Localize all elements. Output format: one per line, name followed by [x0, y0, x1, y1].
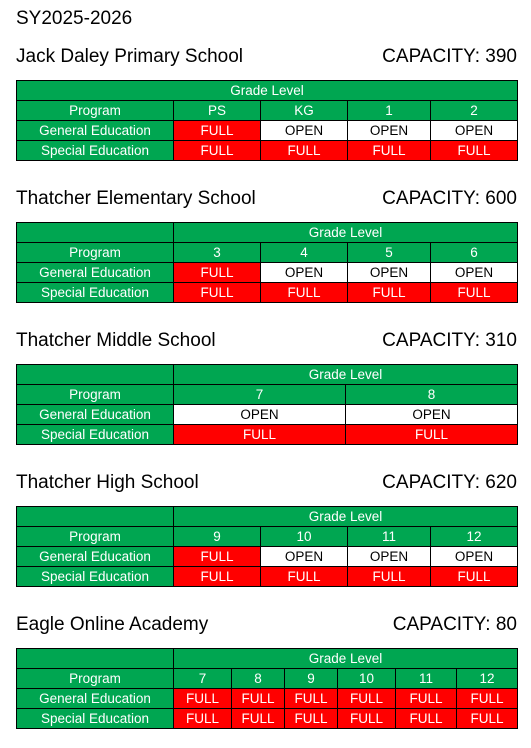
status-cell: FULL	[396, 689, 457, 709]
status-cell: FULL	[338, 709, 396, 729]
school-capacity: CAPACITY: 310	[382, 330, 517, 351]
table-row	[17, 649, 518, 669]
status-cell: FULL	[174, 547, 261, 567]
status-cell: FULL	[174, 263, 261, 283]
grade-header: 11	[396, 669, 457, 689]
table-row	[17, 425, 518, 445]
status-cell: OPEN	[174, 405, 346, 425]
special-education-label: Special Education	[17, 141, 174, 161]
grade-header: 1	[348, 101, 431, 121]
status-cell: FULL	[261, 567, 348, 587]
status-cell: FULL	[174, 689, 232, 709]
grade-header: 7	[174, 385, 346, 405]
header-blank-cell	[17, 223, 174, 243]
table-row	[17, 263, 518, 283]
status-cell: OPEN	[261, 547, 348, 567]
grade-header: PS	[174, 101, 261, 121]
school-header	[0, 471, 531, 497]
status-cell: FULL	[174, 283, 261, 303]
status-cell: OPEN	[348, 547, 431, 567]
status-cell: FULL	[346, 425, 518, 445]
enrollment-table	[16, 648, 518, 729]
grade-header: 9	[285, 669, 338, 689]
special-education-label: Special Education	[17, 425, 174, 445]
table-row	[17, 365, 518, 385]
status-cell: FULL	[285, 709, 338, 729]
status-cell: FULL	[431, 283, 518, 303]
general-education-label: General Education	[17, 263, 174, 283]
table-row	[17, 405, 518, 425]
table-row	[17, 243, 518, 263]
grade-header: 5	[348, 243, 431, 263]
general-education-label: General Education	[17, 405, 174, 425]
grade-header: 8	[346, 385, 518, 405]
grade-level-header: Grade Level	[17, 81, 518, 101]
status-cell: FULL	[348, 141, 431, 161]
status-cell: OPEN	[431, 547, 518, 567]
grade-header: KG	[261, 101, 348, 121]
status-cell: FULL	[457, 689, 518, 709]
school-header	[0, 187, 531, 213]
status-cell: FULL	[457, 709, 518, 729]
status-cell: OPEN	[431, 121, 518, 141]
program-header: Program	[17, 385, 174, 405]
status-cell: FULL	[431, 567, 518, 587]
school-capacity: CAPACITY: 600	[382, 188, 517, 209]
status-cell: FULL	[232, 689, 285, 709]
header-blank-cell	[17, 649, 174, 669]
school-name: Jack Daley Primary School	[16, 46, 244, 67]
enrollment-table	[16, 506, 518, 587]
grade-level-header: Grade Level	[174, 649, 518, 669]
program-header: Program	[17, 669, 174, 689]
general-education-label: General Education	[17, 689, 174, 709]
status-cell: FULL	[338, 689, 396, 709]
program-header: Program	[17, 527, 174, 547]
school-year-title: SY2025-2026	[16, 8, 133, 29]
grade-header: 10	[261, 527, 348, 547]
grade-header: 6	[431, 243, 518, 263]
status-cell: OPEN	[261, 263, 348, 283]
grade-header: 11	[348, 527, 431, 547]
table-row	[17, 547, 518, 567]
grade-header: 8	[232, 669, 285, 689]
enrollment-table	[16, 80, 518, 161]
status-cell: FULL	[174, 425, 346, 445]
grade-level-header: Grade Level	[174, 223, 518, 243]
school-capacity: CAPACITY: 620	[382, 472, 517, 493]
status-cell: OPEN	[431, 263, 518, 283]
status-cell: FULL	[174, 141, 261, 161]
enrollment-table	[16, 222, 518, 303]
school-name: Thatcher Elementary School	[16, 188, 256, 209]
status-cell: FULL	[261, 141, 348, 161]
school-header	[0, 329, 531, 355]
status-cell: FULL	[348, 567, 431, 587]
grade-header: 12	[431, 527, 518, 547]
school-header	[0, 45, 531, 71]
school-section	[0, 613, 531, 726]
general-education-label: General Education	[17, 121, 174, 141]
school-name: Thatcher High School	[16, 472, 199, 493]
enrollment-table	[16, 364, 518, 445]
table-row	[17, 669, 518, 689]
school-name: Eagle Online Academy	[16, 614, 209, 635]
table-row	[17, 101, 518, 121]
grade-level-header: Grade Level	[174, 507, 518, 527]
status-cell: FULL	[285, 689, 338, 709]
status-cell: OPEN	[261, 121, 348, 141]
header-blank-cell	[17, 507, 174, 527]
status-cell: OPEN	[346, 405, 518, 425]
status-cell: FULL	[431, 141, 518, 161]
table-row	[17, 689, 518, 709]
special-education-label: Special Education	[17, 567, 174, 587]
table-row	[17, 81, 518, 101]
status-cell: FULL	[232, 709, 285, 729]
table-row	[17, 385, 518, 405]
grade-header: 12	[457, 669, 518, 689]
table-row	[17, 141, 518, 161]
school-capacity: CAPACITY: 80	[392, 614, 517, 635]
grade-header: 7	[174, 669, 232, 689]
special-education-label: Special Education	[17, 709, 174, 729]
school-header	[0, 613, 531, 639]
table-row	[17, 223, 518, 243]
program-header: Program	[17, 101, 174, 121]
school-section	[0, 471, 531, 584]
grade-header: 3	[174, 243, 261, 263]
school-capacity: CAPACITY: 390	[382, 46, 517, 67]
status-cell: FULL	[348, 283, 431, 303]
grade-header: 10	[338, 669, 396, 689]
table-row	[17, 283, 518, 303]
school-name: Thatcher Middle School	[16, 330, 216, 351]
table-row	[17, 709, 518, 729]
status-cell: FULL	[174, 709, 232, 729]
grade-level-header: Grade Level	[174, 365, 518, 385]
status-cell: OPEN	[348, 121, 431, 141]
program-header: Program	[17, 243, 174, 263]
table-row	[17, 121, 518, 141]
school-section	[0, 329, 531, 442]
status-cell: FULL	[261, 283, 348, 303]
grade-header: 4	[261, 243, 348, 263]
special-education-label: Special Education	[17, 283, 174, 303]
header-blank-cell	[17, 365, 174, 385]
status-cell: FULL	[174, 567, 261, 587]
grade-header: 2	[431, 101, 518, 121]
table-row	[17, 527, 518, 547]
school-section	[0, 187, 531, 300]
table-row	[17, 567, 518, 587]
school-section	[0, 45, 531, 158]
general-education-label: General Education	[17, 547, 174, 567]
status-cell: FULL	[174, 121, 261, 141]
status-cell: OPEN	[348, 263, 431, 283]
grade-header: 9	[174, 527, 261, 547]
status-cell: FULL	[396, 709, 457, 729]
table-row	[17, 507, 518, 527]
